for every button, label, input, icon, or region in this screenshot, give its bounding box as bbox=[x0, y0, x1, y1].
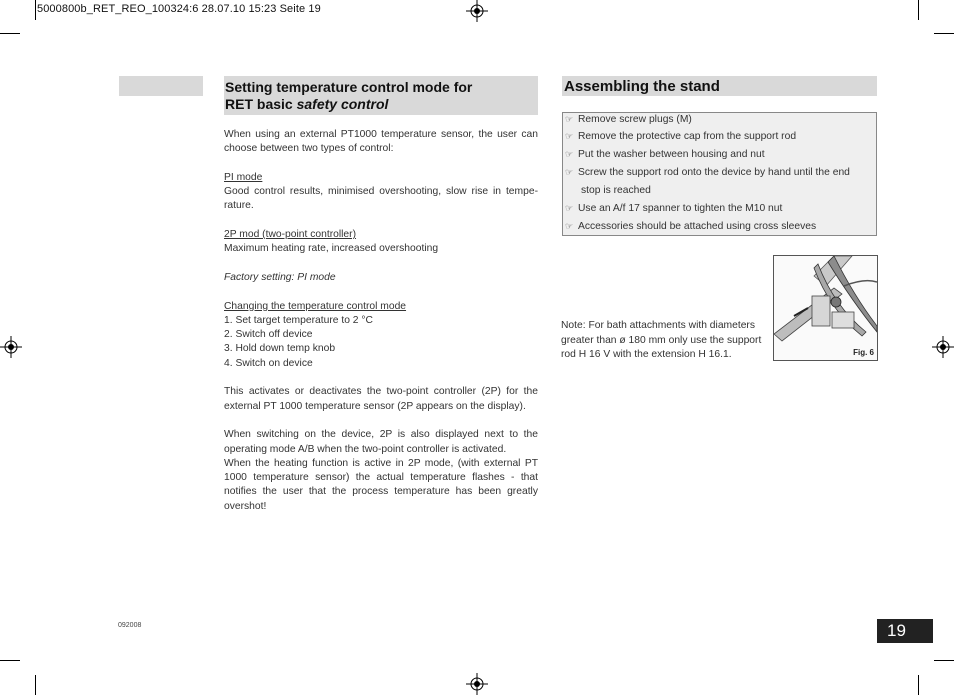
section-heading-assembling-stand bbox=[562, 76, 877, 96]
temperature-mode-body bbox=[224, 128, 538, 514]
crop-mark bbox=[35, 0, 36, 20]
crop-mark bbox=[934, 33, 954, 34]
switching-paragraph: When switching on the device, 2P is also displayed next to the operating mode A/B when the two-point controller is activated. bbox=[224, 429, 538, 455]
page-number-box bbox=[877, 619, 933, 643]
crop-mark bbox=[934, 660, 954, 661]
section-heading-temperature-mode bbox=[224, 76, 538, 115]
crop-mark bbox=[918, 675, 919, 695]
pointing-hand-icon: ☞ bbox=[565, 114, 574, 124]
pointing-hand-icon: ☞ bbox=[565, 203, 574, 213]
list-item: ☞ Use an A/f 17 spanner to tighten the M10 nut bbox=[565, 203, 783, 214]
list-item: ☞ Screw the support rod onto the device by hand until the end bbox=[565, 167, 850, 178]
crop-mark bbox=[35, 675, 36, 695]
registration-mark-icon bbox=[932, 336, 954, 358]
factory-setting: Factory setting: PI mode bbox=[224, 271, 336, 283]
list-item: ☞ Put the washer between housing and nut bbox=[565, 149, 765, 160]
list-item: ☞ Accessories should be attached using cross sleeves bbox=[565, 221, 817, 232]
change-mode-title: Changing the temperature control mode bbox=[224, 300, 407, 312]
note-paragraph: Note: For bath attachments with diameters greater than ø 180 mm only use the support rod H 16 V with the extension H 16.1. bbox=[561, 320, 762, 360]
change-step: 4. Switch on device bbox=[224, 357, 313, 369]
figure-6 bbox=[773, 255, 878, 361]
change-step: 2. Switch off device bbox=[224, 329, 313, 341]
heading-text: Assembling the stand bbox=[564, 78, 720, 95]
change-step: 1. Set target temperature to 2 °C bbox=[224, 314, 373, 326]
figure-label: Fig. 6 bbox=[853, 348, 874, 357]
registration-mark-icon bbox=[466, 0, 488, 22]
intro-paragraph: When using an external PT1000 temperature sensor, the user can choose between two types of control: bbox=[224, 129, 538, 155]
change-step: 3. Hold down temp knob bbox=[224, 343, 336, 355]
crop-mark bbox=[918, 0, 919, 20]
pointing-hand-icon: ☞ bbox=[565, 167, 574, 177]
heading-line2-italic: safety control bbox=[296, 96, 389, 112]
pointing-hand-icon: ☞ bbox=[565, 131, 574, 141]
heading-text bbox=[225, 79, 472, 113]
page-number: 19 bbox=[887, 621, 906, 640]
list-item: ☞ Remove screw plugs (M) bbox=[565, 114, 692, 125]
pointing-hand-icon: ☞ bbox=[565, 221, 574, 231]
crop-mark bbox=[0, 33, 20, 34]
pointing-hand-icon: ☞ bbox=[565, 149, 574, 159]
registration-mark-icon bbox=[0, 336, 22, 358]
crop-mark bbox=[0, 660, 20, 661]
pi-mode-text: Good control results, minimised overshooting, slow rise in tempe-rature. bbox=[224, 186, 538, 212]
heading-line1: Setting temperature control mode for bbox=[225, 79, 473, 95]
list-item: ☞ Remove the protective cap from the support rod bbox=[565, 131, 797, 142]
heading-line2: RET basic bbox=[225, 96, 297, 112]
list-item-continuation: stop is reached bbox=[581, 185, 651, 196]
document-code: 092008 bbox=[118, 622, 142, 629]
stand-illustration bbox=[774, 256, 878, 361]
two-point-title: 2P mod (two-point controller) bbox=[224, 229, 357, 241]
two-point-text: Maximum heating rate, increased overshooting bbox=[224, 243, 439, 255]
print-header-line: 5000800b_RET_REO_100324:6 28.07.10 15:23 Seite 19 bbox=[37, 3, 321, 15]
pi-mode-title: PI mode bbox=[224, 171, 263, 183]
registration-mark-icon bbox=[466, 673, 488, 695]
margin-gray-bar bbox=[119, 76, 203, 96]
activates-paragraph: This activates or deactivates the two-point controller (2P) for the external PT 1000 temperature sensor (2P appears on the display). bbox=[224, 386, 538, 412]
assembly-steps-box bbox=[562, 112, 877, 236]
heating-paragraph: When the heating function is active in 2P mode, (with external PT 1000 temperature sensor) the actual temperature flashes - that notifies the user that the process temperature has been greatly overshot! bbox=[224, 457, 538, 512]
